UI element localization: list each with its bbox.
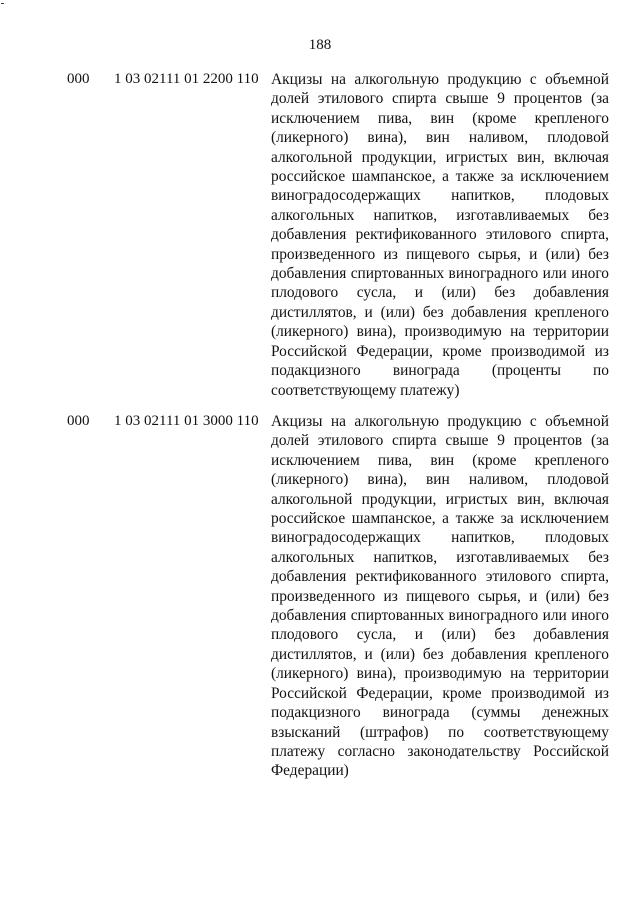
budget-classification-code: 1 03 02111 01 2200 110 bbox=[114, 71, 259, 87]
admin-code: 000 bbox=[67, 71, 90, 87]
code-description: Акцизы на алкогольную продукцию с объемной долей этилового спирта свыше 9 процентов (за исключением пива, вин (кроме крепленого (ликерного) вина), вин наливом, плодовой алкогольной продукции, игристых вин, включая российское шампанское, а также за исключением виноградосодержащих напитков, плодовых алкогольных напитков, изготавливаемых без добавления ректификованного этилового спирта, произведенного из пищевого сырья, и (или) без добавления спиртованных виноградного или иного плодового сусла, и (или) без добавления дистиллятов, и (или) без добавления крепленого (ликерного) вина), производимую на территории Российской Федерации, кроме производимой из подакцизного винограда (проценты по соответствующему платежу) bbox=[271, 71, 609, 399]
admin-code: 000 bbox=[67, 413, 90, 429]
page-number: 188 bbox=[308, 37, 332, 53]
budget-classification-code: 1 03 02111 01 3000 110 bbox=[114, 413, 259, 429]
code-description: Акцизы на алкогольную продукцию с объемной долей этилового спирта свыше 9 процентов (за исключением пива, вин (кроме крепленого (ликерного) вина), вин наливом, плодовой алкогольной продукции, игристых вин, включая российское шампанское, а также за исключением виноградосодержащих напитков, плодовых алкогольных напитков, изготавливаемых без добавления ректификованного этилового спирта, произведенного из пищевого сырья, и (или) без добавления спиртованных виноградного или иного плодового сусла, и (или) без добавления дистиллятов, и (или) без добавления крепленого (ликерного) вина), производимую на территории Российской Федерации, кроме производимой из подакцизного винограда (суммы денежных взысканий (штрафов) по соответствующему платежу согласно законодательству Российской Федерации) bbox=[271, 413, 609, 780]
scan-speck bbox=[1, 3, 4, 4]
